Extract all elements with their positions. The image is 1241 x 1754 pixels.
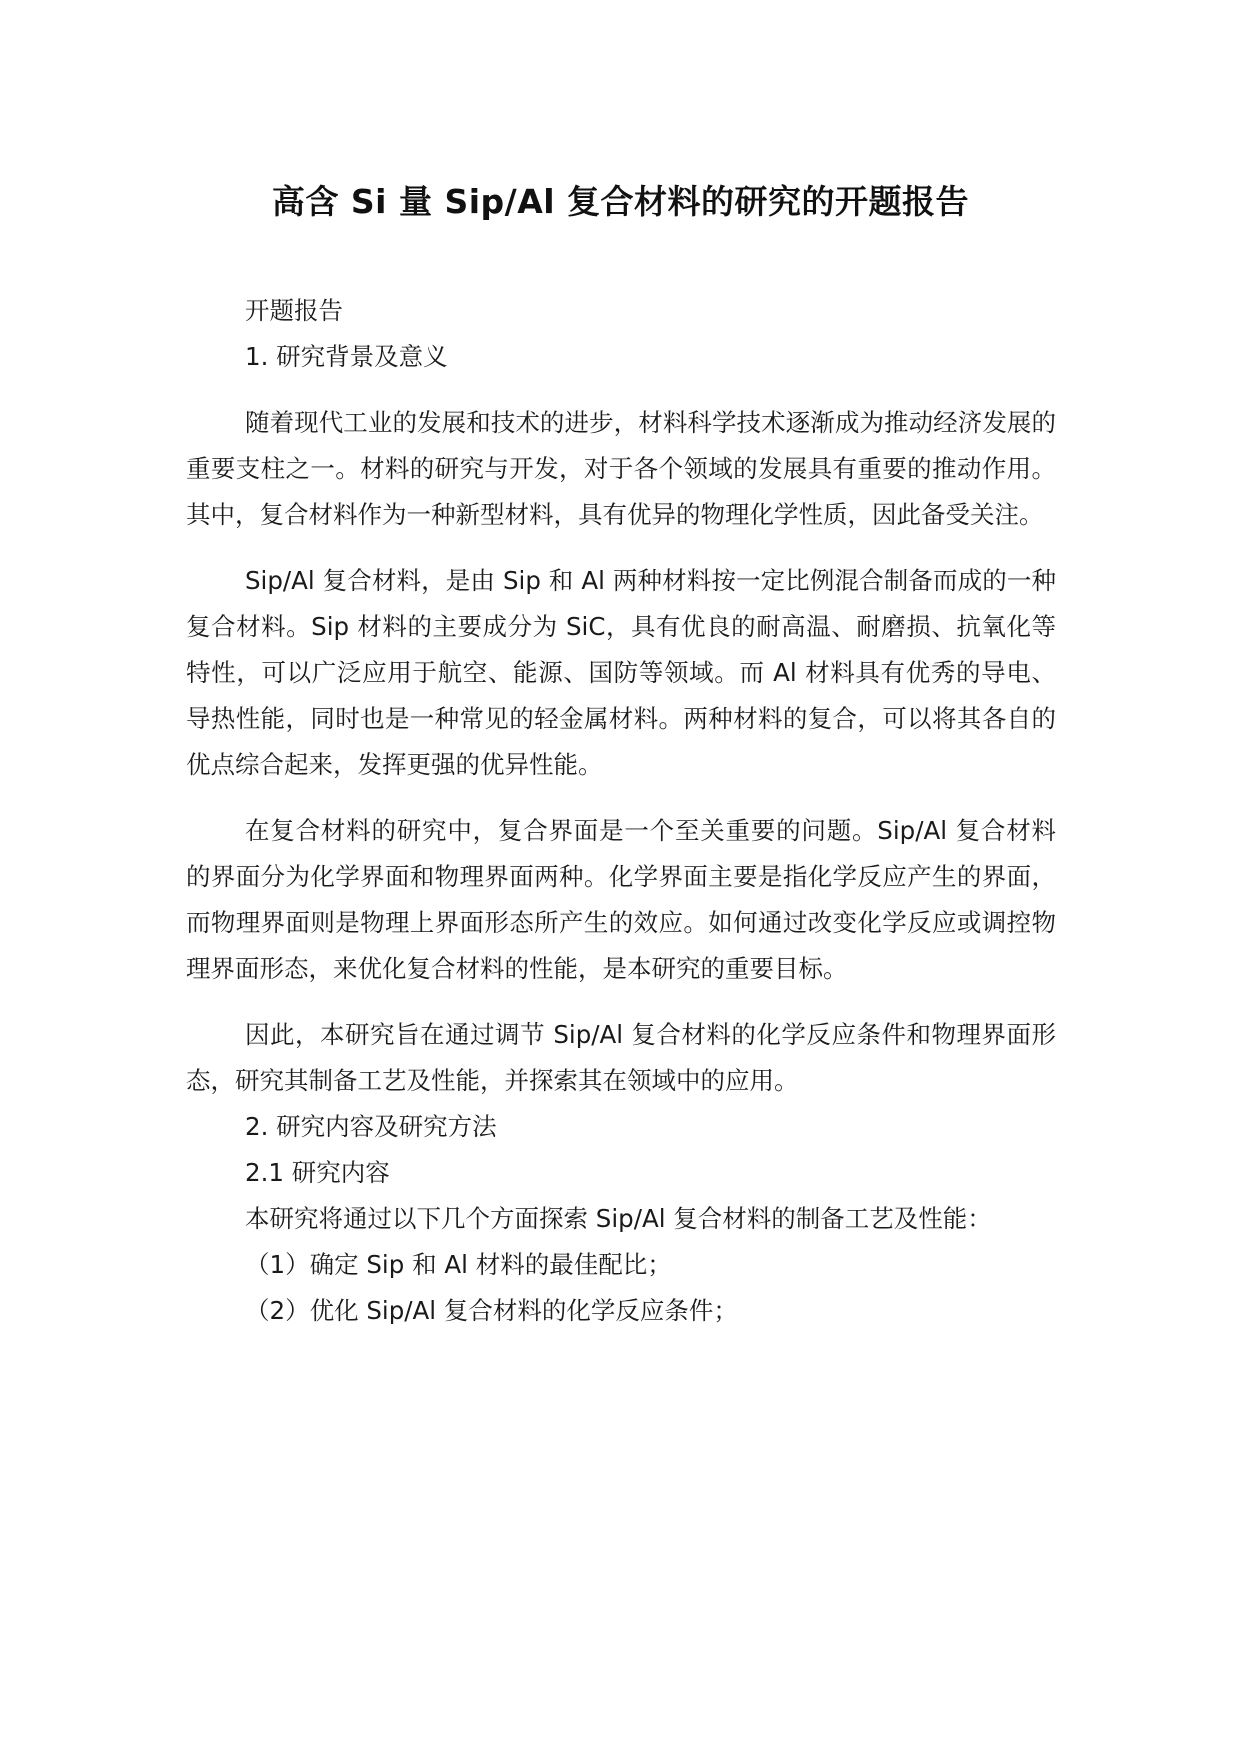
list-item: （1）确定 Sip 和 Al 材料的最佳配比； bbox=[245, 1250, 672, 1279]
section-1-paragraph-3: 在复合材料的研究中，复合界面是一个至关重要的问题。Sip/Al 复合材料的界面分为化学界面和物理界面两种。化学界面主要是指化学反应产生的界面，而物理界面则是物理上界面形态所产生的效应。如何通过改变化学反应或调控物理界面形态，来优化复合材料的性能，是本研究的重要目标。 bbox=[186, 816, 1056, 983]
section-2-heading: 2. 研究内容及研究方法 bbox=[245, 1112, 497, 1141]
document-title: 高含 Si 量 Sip/Al 复合材料的研究的开题报告 bbox=[271, 182, 970, 221]
section-2-1-intro: 本研究将通过以下几个方面探索 Sip/Al 复合材料的制备工艺及性能： bbox=[245, 1204, 992, 1233]
section-1-paragraph-4: 因此，本研究旨在通过调节 Sip/Al 复合材料的化学反应条件和物理界面形态，研究其制备工艺及性能，并探索其在领域中的应用。 bbox=[186, 1020, 1056, 1095]
report-label: 开题报告 bbox=[245, 296, 343, 325]
section-1-paragraph-1: 随着现代工业的发展和技术的进步，材料科学技术逐渐成为推动经济发展的重要支柱之一。材料的研究与开发，对于各个领域的发展具有重要的推动作用。其中，复合材料作为一种新型材料，具有优异的物理化学性质，因此备受关注。 bbox=[186, 408, 1056, 529]
section-2-1-heading: 2.1 研究内容 bbox=[245, 1158, 390, 1187]
document-body bbox=[186, 288, 1056, 1334]
section-1-heading: 1. 研究背景及意义 bbox=[245, 342, 448, 371]
list-item: （2）优化 Sip/Al 复合材料的化学反应条件； bbox=[245, 1296, 738, 1325]
section-1-paragraph-2: Sip/Al 复合材料，是由 Sip 和 Al 两种材料按一定比例混合制备而成的一种复合材料。Sip 材料的主要成分为 SiC，具有优良的耐高温、耐磨损、抗氧化等特性，可以广泛应用于航空、能源、国防等领域。而 Al 材料具有优秀的导电、导热性能，同时也是一种常见的轻金属材料。两种材料的复合，可以将其各自的优点综合起来，发挥更强的优异性能。 bbox=[186, 566, 1056, 779]
